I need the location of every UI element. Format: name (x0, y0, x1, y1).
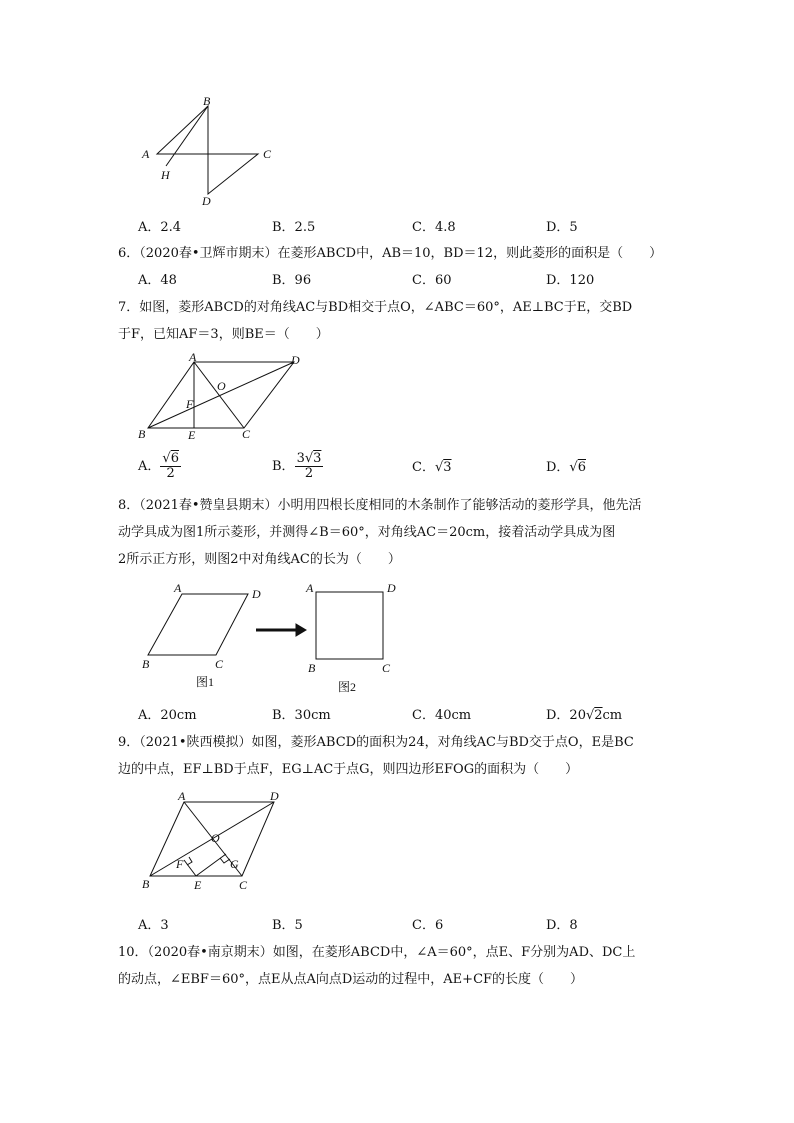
fig2-label-d: D (387, 581, 396, 595)
fig1-caption: 图1 (196, 675, 215, 689)
q9-option-a: A．3 (138, 918, 169, 933)
fig1-label-b: B (142, 657, 150, 671)
label-b: B (142, 877, 150, 891)
label-c: C (263, 147, 272, 161)
q8-stem-line-3: 2所示正方形，则图2中对角线AC的长为（ ） (118, 552, 401, 567)
label-a: A (189, 350, 197, 364)
q8-figure (138, 578, 408, 698)
q8-option-d: D．20√2cm (546, 708, 623, 723)
q8-option-a: A．20cm (138, 708, 197, 723)
fig1-label-a: A (174, 581, 182, 595)
q6-option-c: C．60 (412, 273, 452, 288)
label-e: E (188, 428, 196, 442)
fig1-label-d: D (252, 587, 261, 601)
q7-option-a: A． $\frac{√6}{2}$ (138, 451, 179, 481)
q7-stem-line-1: 7．如图，菱形ABCD的对角线AC与BD相交于点O，∠ABC＝60°，AE⊥BC于E，交BD (118, 300, 633, 315)
q10-stem-line-2: 的动点，∠EBF＝60°，点E从点A向点D运动的过程中，AE+CF的长度（ ） (118, 972, 584, 987)
q5-option-c: C．4.8 (412, 220, 456, 235)
segment-eg (196, 854, 226, 876)
label-b: B (203, 96, 211, 108)
diagonal-ac (194, 362, 244, 428)
label-e: E (194, 878, 202, 892)
label-d: D (202, 194, 211, 208)
q9-option-d: D．8 (546, 918, 578, 933)
q8-stem-line-1: 8．（2021春•赞皇县期末）小明用四根长度相同的木条制作了能够活动的菱形学具，他先活 (118, 498, 642, 513)
q5-option-a: A．2.4 (138, 220, 182, 235)
label-d: D (270, 789, 279, 803)
arrow-head (296, 624, 306, 636)
q6-option-a: A．48 (138, 273, 177, 288)
q7-option-b: B． $\frac{3√3}{2}$ (272, 451, 322, 481)
label-d: D (291, 353, 300, 367)
label-f: F (186, 397, 194, 411)
q5-option-d: D．5 (546, 220, 578, 235)
q6-stem: 6．（2020春•卫辉市期末）在菱形ABCD中，AB＝10，BD＝12，则此菱形的面积是（ ） (118, 246, 663, 261)
fig2-label-c: C (382, 661, 391, 675)
q7-option-d: D．√6 (546, 460, 586, 475)
label-g: G (230, 857, 239, 871)
q9-option-b: B．5 (272, 918, 303, 933)
right-angle-f (187, 857, 192, 865)
figure2-square (316, 592, 383, 659)
q7-figure (134, 350, 314, 446)
q7-option-c: C．√3 (412, 460, 452, 475)
q9-stem-line-2: 边的中点，EF⊥BD于点F，EG⊥AC于点G，则四边形EFOG的面积为（ ） (118, 762, 579, 777)
label-a: A (142, 147, 150, 161)
label-o: O (211, 831, 220, 845)
fig2-caption: 图2 (338, 680, 357, 694)
label-a: A (178, 789, 186, 803)
label-b: B (138, 427, 146, 441)
q10-stem-line-1: 10．（2020春•南京期末）如图，在菱形ABCD中，∠A＝60°，点E、F分别为AD、DC上 (118, 945, 636, 960)
q8-option-c: C．40cm (412, 708, 472, 723)
label-c: C (239, 878, 248, 892)
segment-ef (184, 860, 196, 876)
q9-stem-line-1: 9．（2021•陕西模拟）如图，菱形ABCD的面积为24，对角线AC与BD交于点O，E是BC (118, 735, 634, 750)
q9-option-c: C．6 (412, 918, 444, 933)
q5-figure (138, 96, 278, 210)
q9-figure (138, 788, 298, 904)
label-o: O (217, 379, 226, 393)
label-f: F (176, 857, 184, 871)
label-h: H (161, 168, 170, 182)
segment-bh (166, 106, 208, 166)
q6-option-b: B．96 (272, 273, 312, 288)
q5-option-b: B．2.5 (272, 220, 316, 235)
fig1-label-c: C (215, 657, 224, 671)
figure1-rhombus (148, 594, 248, 655)
q8-stem-line-2: 动学具成为图1所示菱形，并测得∠B＝60°，对角线AC＝20cm，接着活动学具成为图 (118, 525, 616, 540)
diagonal-bd (148, 362, 294, 428)
q7-stem-line-2: 于F，已知AF＝3，则BE＝（ ） (118, 327, 329, 342)
fig2-label-a: A (306, 581, 314, 595)
label-c: C (242, 427, 251, 441)
q8-option-b: B．30cm (272, 708, 331, 723)
fig2-label-b: B (308, 661, 316, 675)
q6-option-d: D．120 (546, 273, 595, 288)
